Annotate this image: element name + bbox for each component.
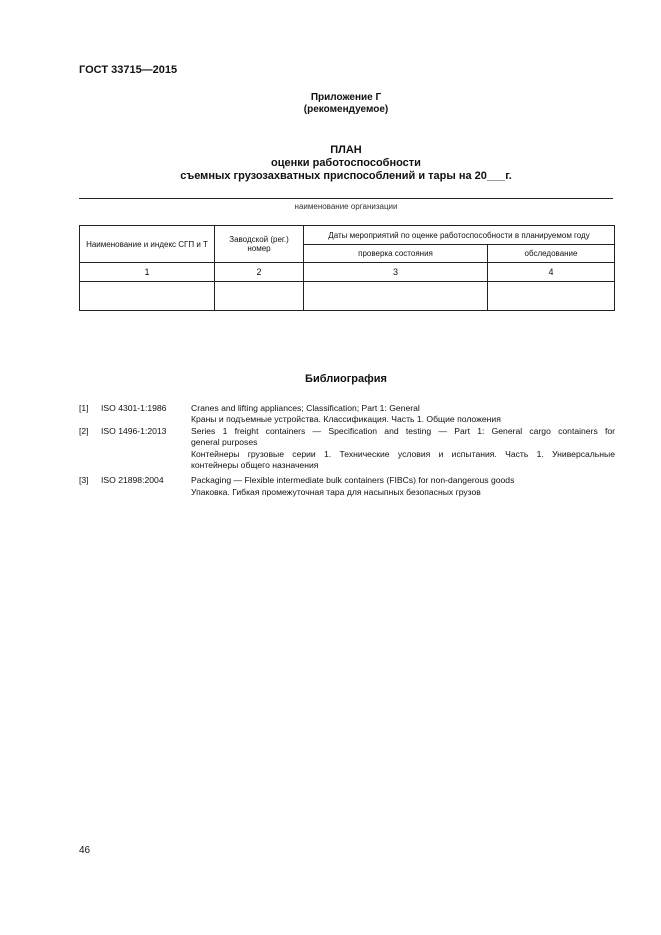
bib-line: Краны и подъемные устройства. Классификация. Часть 1. Общие положения (191, 414, 501, 424)
bibliography-title: Библиография (305, 373, 387, 385)
bib-index: [2] (79, 426, 89, 436)
bib-index: [3] (79, 475, 89, 485)
bib-line: Контейнеры грузовые серии 1. Технические условия и испытания. Часть 1. Универсальные (191, 449, 615, 459)
column-number: 3 (304, 263, 488, 282)
header-survey: обследование (488, 245, 615, 263)
header-serial: Заводской (рег.) номер (215, 226, 304, 263)
plan-title: ПЛАН (330, 144, 362, 156)
bib-index: [1] (79, 403, 89, 413)
bib-code: ISO 21898:2004 (101, 475, 164, 485)
empty-cell (215, 282, 304, 311)
header-check: проверка состояния (304, 245, 488, 263)
header-name: Наименование и индекс СГП и Т (80, 226, 215, 263)
column-number: 4 (488, 263, 615, 282)
appendix-subtitle: (рекомендуемое) (303, 104, 389, 115)
bib-line: Packaging — Flexible intermediate bulk containers (FIBCs) for non-dangerous goods (191, 475, 515, 485)
header-dates: Даты мероприятий по оценке работоспособности в планируемом году (304, 226, 615, 245)
bib-line: general purposes (191, 437, 258, 447)
plan-subtitle-line1: оценки работоспособности (271, 157, 421, 169)
organization-caption: наименование организации (294, 202, 398, 211)
bib-line: Cranes and lifting appliances; Classification; Part 1: General (191, 403, 420, 413)
organization-line (79, 198, 613, 199)
bib-code: ISO 4301-1:1986 (101, 403, 167, 413)
plan-table (79, 225, 615, 311)
appendix-title: Приложение Г (310, 92, 382, 103)
bib-line: Упаковка. Гибкая промежуточная тара для насыпных безопасных грузов (191, 487, 481, 497)
empty-cell (488, 282, 615, 311)
column-number: 1 (80, 263, 215, 282)
empty-cell (80, 282, 215, 311)
standard-number: ГОСТ 33715—2015 (79, 64, 178, 76)
plan-subtitle-line2: съемных грузозахватных приспособлений и тары на 20___г. (180, 170, 512, 182)
empty-cell (304, 282, 488, 311)
column-number: 2 (215, 263, 304, 282)
bib-line: контейнеры общего назначения (191, 460, 319, 470)
bib-line: Series 1 freight containers — Specification and testing — Part 1: General cargo containers for (191, 426, 615, 436)
page-number: 46 (79, 845, 91, 856)
bib-code: ISO 1496-1:2013 (101, 426, 167, 436)
